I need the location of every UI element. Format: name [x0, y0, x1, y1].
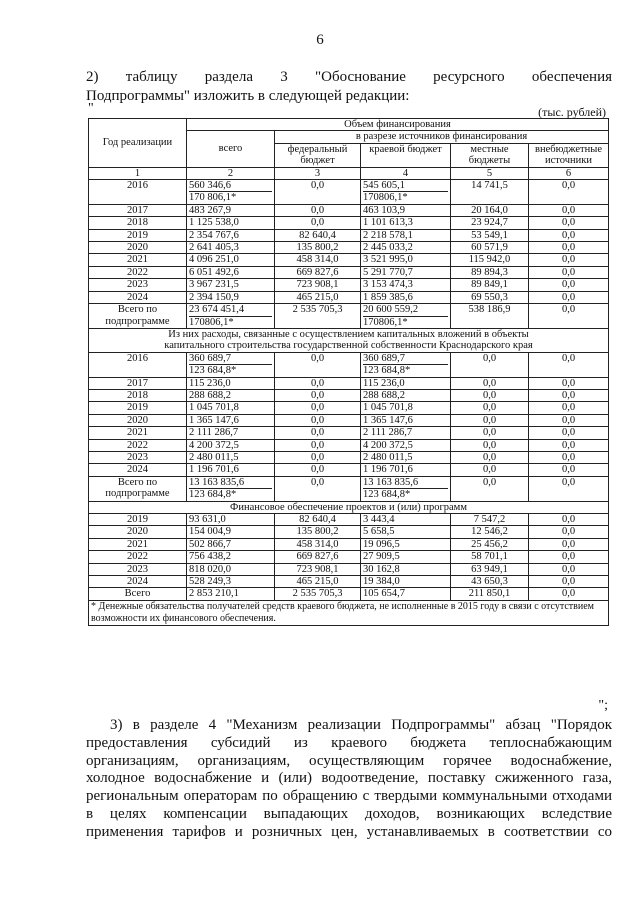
table-cell: 2023	[89, 451, 187, 463]
table-cell: 1 196 701,6	[187, 464, 275, 476]
table-cell: 2 535 705,3	[275, 304, 361, 329]
table-cell: 1 101 613,3	[361, 217, 451, 229]
table-row	[89, 291, 609, 303]
section-title-line: капитального строительства государственной собственности Краснодарского края	[164, 340, 533, 352]
table-cell: 89 894,3	[451, 266, 529, 278]
column-number: 2	[187, 167, 275, 179]
table-cell: 0,0	[529, 576, 609, 588]
table-cell: 0,0	[529, 266, 609, 278]
table-cell: 0,0	[529, 279, 609, 291]
table-row	[89, 229, 609, 241]
table-cell: 2022	[89, 551, 187, 563]
table-cell: 0,0	[529, 427, 609, 439]
header-federal: федеральный бюджет	[275, 143, 361, 167]
table-cell: 458 314,0	[275, 538, 361, 550]
table-cell: 154 004,9	[187, 526, 275, 538]
table-cell: 4 096 251,0	[187, 254, 275, 266]
table-cell: 0,0	[451, 439, 529, 451]
table-cell: 3 443,4	[361, 514, 451, 526]
cell-line: 123 684,8*	[189, 489, 237, 501]
table-cell: 0,0	[451, 352, 529, 377]
table-cell: 12 546,2	[451, 526, 529, 538]
table-cell: 27 909,5	[361, 551, 451, 563]
table-cell: Финансовое обеспечение проектов и (или) программ	[89, 501, 609, 513]
column-number: 3	[275, 167, 361, 179]
table-cell: 2024	[89, 291, 187, 303]
body-line: организациям, организациям, осуществляющим горячее водоснабжение,	[86, 752, 612, 769]
table-cell: 0,0	[451, 476, 529, 501]
column-number: 4	[361, 167, 451, 179]
column-number: 6	[529, 167, 609, 179]
table-cell: 2024	[89, 576, 187, 588]
table-cell: 4 200 372,5	[361, 439, 451, 451]
table-row	[89, 514, 609, 526]
table-cell: 458 314,0	[275, 254, 361, 266]
table-cell: 0,0	[275, 377, 361, 389]
cell-line: 170 806,1*	[189, 192, 237, 204]
table-row	[89, 563, 609, 575]
opening-quote: "	[88, 101, 94, 116]
table-cell	[89, 328, 609, 352]
table-row	[89, 427, 609, 439]
table-cell: 0,0	[451, 427, 529, 439]
cell-line: 170806,1*	[363, 192, 408, 204]
table-cell: 14 741,5	[451, 180, 529, 205]
body-line: применения тарифов и розничных цен, устанавливаемых в соответствии со	[86, 823, 612, 840]
table-cell: 23 924,7	[451, 217, 529, 229]
table-cell: 2019	[89, 402, 187, 414]
table-cell: 0,0	[451, 451, 529, 463]
table-cell: 1 365 147,6	[187, 414, 275, 426]
table-cell	[89, 476, 187, 501]
table-cell: 463 103,9	[361, 204, 451, 216]
table-cell: 0,0	[275, 217, 361, 229]
table-cell: 2 218 578,1	[361, 229, 451, 241]
table-cell: 82 640,4	[275, 514, 361, 526]
table-cell: 105 654,7	[361, 588, 451, 600]
cell-line: 13 163 835,6	[363, 477, 448, 489]
table-cell: 538 186,9	[451, 304, 529, 329]
table-cell: 60 571,9	[451, 242, 529, 254]
table-cell: 0,0	[451, 402, 529, 414]
body-line: предоставления субсидий из краевого бюджета теплоснабжающим	[86, 734, 612, 751]
intro-line-2: Подпрограммы" изложить в следующей редакции:	[86, 88, 410, 104]
cell-line: 123 684,8*	[363, 489, 411, 501]
table-cell: 0,0	[529, 204, 609, 216]
table-cell: 2 480 011,5	[361, 451, 451, 463]
cell-line: 23 674 451,4	[189, 304, 272, 316]
body-paragraph	[86, 717, 612, 842]
table-cell: 25 456,2	[451, 538, 529, 550]
table-cell: 5 658,5	[361, 526, 451, 538]
table-cell: 0,0	[275, 414, 361, 426]
table-cell: 58 701,1	[451, 551, 529, 563]
table-cell: 2020	[89, 242, 187, 254]
cell-line: 123 684,8*	[363, 365, 411, 377]
section-title-line: Из них расходы, связанные с осуществлением капитальных вложений в объекты	[168, 328, 529, 340]
column-number-row	[89, 167, 609, 179]
table-cell: 2 394 150,9	[187, 291, 275, 303]
table-row	[89, 254, 609, 266]
table-cell: 0,0	[275, 476, 361, 501]
table-cell: 0,0	[529, 352, 609, 377]
table-cell: 2019	[89, 514, 187, 526]
table-cell: 0,0	[529, 389, 609, 401]
table-cell: 135 800,2	[275, 242, 361, 254]
table-cell	[187, 352, 275, 377]
body-line: холодное водоснабжение и (или) водоотведение, поставку сжиженного газа,	[86, 770, 612, 787]
table-cell: 135 800,2	[275, 526, 361, 538]
table-cell: 2021	[89, 427, 187, 439]
section-title-row	[89, 328, 609, 352]
cell-line: 123 684,8*	[189, 365, 237, 377]
cell-line: 170806,1*	[363, 316, 408, 328]
table-cell: 4 200 372,5	[187, 439, 275, 451]
cell-line: подпрограмме	[105, 315, 170, 327]
header-local: местные бюджеты	[451, 143, 529, 167]
section-title-row	[89, 501, 609, 513]
table-cell: 63 949,1	[451, 563, 529, 575]
table-cell: 0,0	[451, 377, 529, 389]
cell-line: Всего по	[117, 476, 158, 488]
table-cell: 2016	[89, 180, 187, 205]
total-row	[89, 476, 609, 501]
table-cell: 669 827,6	[275, 551, 361, 563]
table-cell: 211 850,1	[451, 588, 529, 600]
cell-line: 560 346,6	[189, 180, 272, 192]
table-cell: 89 849,1	[451, 279, 529, 291]
table-cell	[187, 476, 275, 501]
table-row	[89, 576, 609, 588]
table-cell: 2 111 286,7	[361, 427, 451, 439]
table-cell: 2021	[89, 254, 187, 266]
table-cell: 0,0	[529, 514, 609, 526]
column-number: 1	[89, 167, 187, 179]
table-cell: 7 547,2	[451, 514, 529, 526]
table-cell: 2018	[89, 389, 187, 401]
table-cell: 2020	[89, 414, 187, 426]
table-cell: 115 942,0	[451, 254, 529, 266]
table-cell	[361, 180, 451, 205]
table-cell: 0,0	[275, 464, 361, 476]
table-cell: 0,0	[529, 588, 609, 600]
table-cell: 43 650,3	[451, 576, 529, 588]
table-cell: 1 196 701,6	[361, 464, 451, 476]
table-cell: 2016	[89, 352, 187, 377]
table-row	[89, 439, 609, 451]
table-row	[89, 279, 609, 291]
table-cell: 0,0	[529, 402, 609, 414]
table-cell: 2017	[89, 204, 187, 216]
header-year: Год реализации	[89, 119, 187, 168]
table-cell: 502 866,7	[187, 538, 275, 550]
table-cell: 2023	[89, 563, 187, 575]
table-cell: 1 365 147,6	[361, 414, 451, 426]
table-cell: 0,0	[275, 204, 361, 216]
table-cell: 30 162,8	[361, 563, 451, 575]
table-row	[89, 204, 609, 216]
table-cell: 0,0	[275, 451, 361, 463]
total-row	[89, 304, 609, 329]
table-cell: 723 908,1	[275, 563, 361, 575]
table-row	[89, 352, 609, 377]
table-cell: 20 164,0	[451, 204, 529, 216]
header-volume: Объем финансирования	[187, 119, 609, 131]
table-cell: 19 384,0	[361, 576, 451, 588]
table-cell: 1 045 701,8	[361, 402, 451, 414]
table-cell: 669 827,6	[275, 266, 361, 278]
table-cell: 3 967 231,5	[187, 279, 275, 291]
table-cell: 818 020,0	[187, 563, 275, 575]
table-cell: 0,0	[275, 439, 361, 451]
table-row	[89, 538, 609, 550]
table-cell: 0,0	[529, 526, 609, 538]
table-cell: 0,0	[529, 304, 609, 329]
funding-table	[88, 118, 609, 626]
table-cell: 0,0	[529, 180, 609, 205]
table-cell: 2023	[89, 279, 187, 291]
page-number: 6	[316, 32, 324, 48]
table-row	[89, 451, 609, 463]
table-cell: 0,0	[529, 377, 609, 389]
table-cell: 0,0	[529, 217, 609, 229]
table-cell: 2024	[89, 464, 187, 476]
table-cell: 0,0	[529, 254, 609, 266]
table-cell: 0,0	[529, 451, 609, 463]
table-row	[89, 266, 609, 278]
header-regional: краевой бюджет	[361, 143, 451, 167]
funding-table-body	[89, 119, 609, 626]
table-cell: 93 631,0	[187, 514, 275, 526]
table-cell: 756 438,2	[187, 551, 275, 563]
table-row	[89, 414, 609, 426]
table-cell: 115 236,0	[361, 377, 451, 389]
table-cell: 53 549,1	[451, 229, 529, 241]
table-cell: 465 215,0	[275, 291, 361, 303]
table-cell: 2021	[89, 538, 187, 550]
table-row	[89, 217, 609, 229]
table-cell: 0,0	[529, 242, 609, 254]
table-cell: 0,0	[451, 414, 529, 426]
footnote-row	[89, 600, 609, 625]
cell-line: 170806,1*	[189, 316, 234, 328]
table-cell	[361, 304, 451, 329]
table-cell: 2 641 405,3	[187, 242, 275, 254]
table-cell: Всего	[89, 588, 187, 600]
table-cell: 2022	[89, 266, 187, 278]
table-cell: 2 445 033,2	[361, 242, 451, 254]
body-line: в целях компенсации выпадающих доходов, возникающих вследствие	[86, 805, 612, 822]
table-cell	[89, 304, 187, 329]
table-cell: 0,0	[275, 402, 361, 414]
table-cell	[187, 304, 275, 329]
body-line: региональным операторам по обращению с твердыми коммунальными отходами	[86, 788, 612, 805]
table-cell: 0,0	[529, 414, 609, 426]
cell-line: подпрограмме	[105, 488, 170, 500]
table-cell: 0,0	[451, 464, 529, 476]
header-by-source: в разрезе источников финансирования	[275, 131, 609, 143]
table-cell: 0,0	[275, 389, 361, 401]
table-cell: 2 111 286,7	[187, 427, 275, 439]
table-cell: 3 521 995,0	[361, 254, 451, 266]
table-cell: 0,0	[451, 389, 529, 401]
table-row	[89, 588, 609, 600]
table-cell: 1 859 385,6	[361, 291, 451, 303]
table-cell: 5 291 770,7	[361, 266, 451, 278]
table-cell: 2 535 705,3	[275, 588, 361, 600]
table-cell: 0,0	[529, 291, 609, 303]
table-cell	[361, 476, 451, 501]
table-cell: 288 688,2	[361, 389, 451, 401]
table-cell: 2 480 011,5	[187, 451, 275, 463]
table-cell: 0,0	[275, 180, 361, 205]
table-row	[89, 526, 609, 538]
header-row-1	[89, 119, 609, 131]
table-cell: 0,0	[529, 229, 609, 241]
table-row	[89, 464, 609, 476]
table-cell: 0,0	[529, 563, 609, 575]
header-extra: внебюджетные источники	[529, 143, 609, 167]
table-cell: 115 236,0	[187, 377, 275, 389]
table-row	[89, 402, 609, 414]
column-number: 5	[451, 167, 529, 179]
closing-quote: ";	[598, 698, 608, 713]
table-cell: 3 153 474,3	[361, 279, 451, 291]
table-cell: 2020	[89, 526, 187, 538]
table-cell: 723 908,1	[275, 279, 361, 291]
cell-line: 20 600 559,2	[363, 304, 448, 316]
table-cell: 6 051 492,6	[187, 266, 275, 278]
cell-line: 13 163 835,6	[189, 477, 272, 489]
cell-line: Всего по	[117, 304, 158, 316]
table-cell: 69 550,3	[451, 291, 529, 303]
table-cell: 19 096,5	[361, 538, 451, 550]
table-cell: 465 215,0	[275, 576, 361, 588]
table-cell: 0,0	[529, 464, 609, 476]
table-cell: 288 688,2	[187, 389, 275, 401]
header-total: всего	[187, 131, 275, 167]
table-cell: 1 125 538,0	[187, 217, 275, 229]
table-row	[89, 180, 609, 205]
intro-line-1: 2) таблицу раздела 3 "Обоснование ресурсного обеспечения	[86, 69, 612, 85]
table-cell: 0,0	[529, 551, 609, 563]
cell-line: 360 689,7	[363, 353, 448, 365]
table-cell: 2018	[89, 217, 187, 229]
table-cell: 0,0	[529, 538, 609, 550]
table-cell: 0,0	[529, 476, 609, 501]
table-row	[89, 551, 609, 563]
table-cell: 2022	[89, 439, 187, 451]
table-cell: 0,0	[275, 427, 361, 439]
table-cell: * Денежные обязательства получателей средств краевого бюджета, не исполненные в 2015 году в связи с отсутствием возможности их финансового обеспечения.	[89, 600, 609, 625]
table-row	[89, 389, 609, 401]
table-cell	[187, 180, 275, 205]
table-cell: 2 354 767,6	[187, 229, 275, 241]
table-cell: 2017	[89, 377, 187, 389]
cell-line: 545 605,1	[363, 180, 448, 192]
intro-paragraph	[86, 68, 612, 106]
table-cell: 528 249,3	[187, 576, 275, 588]
table-row	[89, 377, 609, 389]
table-cell: 1 045 701,8	[187, 402, 275, 414]
cell-line: 360 689,7	[189, 353, 272, 365]
body-line: 3) в разделе 4 "Механизм реализации Подпрограммы" абзац "Порядок	[110, 717, 612, 733]
table-cell	[361, 352, 451, 377]
table-cell: 82 640,4	[275, 229, 361, 241]
unit-label: (тыс. рублей)	[538, 105, 606, 119]
table-cell: 0,0	[275, 352, 361, 377]
table-cell: 2 853 210,1	[187, 588, 275, 600]
table-cell: 483 267,9	[187, 204, 275, 216]
table-row	[89, 242, 609, 254]
table-cell: 0,0	[529, 439, 609, 451]
table-cell: 2019	[89, 229, 187, 241]
